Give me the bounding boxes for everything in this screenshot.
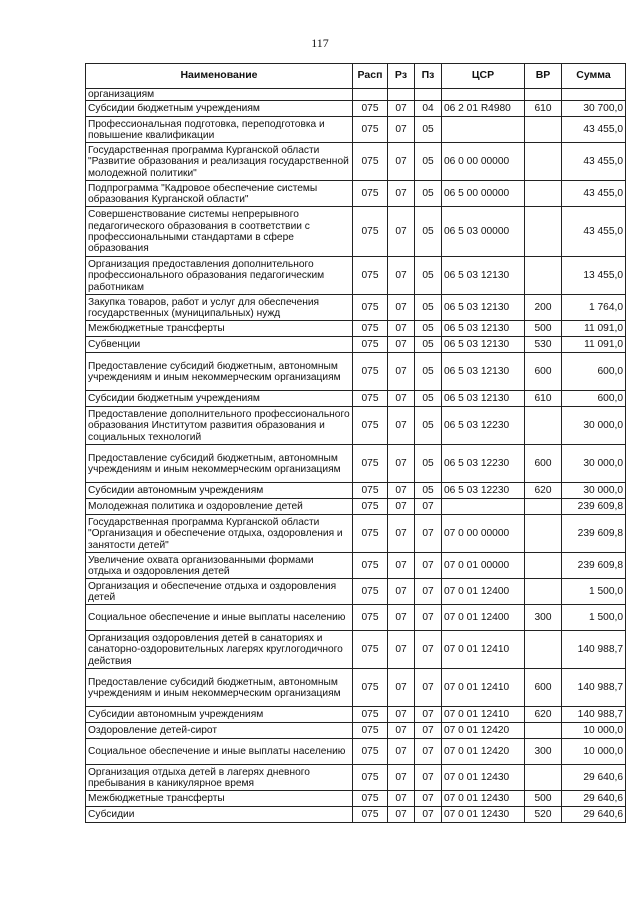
cell-vr [525,181,562,207]
cell-summa: 43 455,0 [562,181,626,207]
cell-rasp: 075 [353,407,388,445]
table-row [86,181,626,207]
cell-rasp: 075 [353,353,388,391]
header-pz: Пз [415,64,442,89]
cell-rz: 07 [388,391,415,407]
cell-summa: 13 455,0 [562,257,626,295]
cell-name: Организация отдыха детей в лагерях дневного пребывания в каникулярное время [86,765,353,791]
table-row [86,353,626,391]
cell-pz: 07 [415,515,442,553]
cell-csr: 07 0 01 12410 [442,631,525,669]
cell-csr: 06 5 03 00000 [442,207,525,257]
cell-pz: 07 [415,605,442,631]
cell-rasp: 075 [353,321,388,337]
cell-vr: 620 [525,483,562,499]
cell-rz: 07 [388,765,415,791]
cell-pz: 05 [415,321,442,337]
cell-pz: 07 [415,739,442,765]
cell-vr: 530 [525,337,562,353]
table-row [86,445,626,483]
cell-rz: 07 [388,337,415,353]
table-row [86,407,626,445]
cell-rz: 07 [388,579,415,605]
cell-csr: 06 5 03 12130 [442,337,525,353]
cell-csr: 06 5 00 00000 [442,181,525,207]
cell-csr: 07 0 01 12420 [442,739,525,765]
cell-pz: 04 [415,101,442,117]
page-number: 117 [311,36,329,50]
table-row [86,295,626,321]
table-row [86,207,626,257]
table-row [86,337,626,353]
cell-rasp: 075 [353,807,388,823]
cell-name: Предоставление дополнительного профессионального образования Институтом развития образования и социальных технологий [86,407,353,445]
cell-vr: 600 [525,353,562,391]
cell-rz: 07 [388,807,415,823]
table-row [86,499,626,515]
cell-csr: 06 5 03 12130 [442,321,525,337]
header-rasp: Расп [353,64,388,89]
cell-rasp: 075 [353,257,388,295]
cell-rasp: 075 [353,391,388,407]
cell-rasp: 075 [353,515,388,553]
cell-rasp: 075 [353,181,388,207]
cell-rasp: 075 [353,605,388,631]
cell-vr [525,117,562,143]
cell-name: Межбюджетные трансферты [86,321,353,337]
cell-pz: 07 [415,553,442,579]
cell-summa: 1 500,0 [562,579,626,605]
cell-csr: 06 5 03 12230 [442,407,525,445]
cell-rz: 07 [388,181,415,207]
cell-name: Субсидии автономным учреждениям [86,483,353,499]
cell-csr: 07 0 01 12410 [442,669,525,707]
cell-summa: 11 091,0 [562,321,626,337]
cell-vr: 520 [525,807,562,823]
table-row [86,579,626,605]
cell-vr [525,143,562,181]
cell-pz: 05 [415,391,442,407]
cell-pz: 07 [415,707,442,723]
cell-name: Субсидии автономным учреждениям [86,707,353,723]
cell-rasp: 075 [353,739,388,765]
cell-rasp: 075 [353,791,388,807]
cell-rasp: 075 [353,483,388,499]
cell-name: Субсидии бюджетным учреждениям [86,391,353,407]
cell-name: Субвенции [86,337,353,353]
cell-rasp: 075 [353,723,388,739]
cell-summa: 29 640,6 [562,807,626,823]
cell-csr: 07 0 01 12430 [442,791,525,807]
cell-rz: 07 [388,553,415,579]
cell-summa: 600,0 [562,353,626,391]
cell-rz: 07 [388,321,415,337]
cell-csr: 06 5 03 12130 [442,295,525,321]
header-name: Наименование [86,64,353,89]
cell-rasp: 075 [353,669,388,707]
cell-vr [525,765,562,791]
cell-pz: 05 [415,257,442,295]
table-row [86,553,626,579]
cell-rz: 07 [388,143,415,181]
table-row [86,723,626,739]
cell-name: Профессиональная подготовка, переподготовка и повышение квалификации [86,117,353,143]
cell-rz [388,89,415,101]
cell-pz: 07 [415,631,442,669]
cell-summa: 30 000,0 [562,407,626,445]
cell-rasp: 075 [353,707,388,723]
cell-pz: 07 [415,765,442,791]
cell-name: Закупка товаров, работ и услуг для обеспечения государственных (муниципальных) нужд [86,295,353,321]
cell-summa: 43 455,0 [562,207,626,257]
cell-summa: 43 455,0 [562,143,626,181]
cell-name: Организация и обеспечение отдыха и оздоровления детей [86,579,353,605]
cell-pz: 07 [415,579,442,605]
cell-name: Увеличение охвата организованными формами отдыха и оздоровления детей [86,553,353,579]
cell-summa: 239 609,8 [562,499,626,515]
cell-csr: 07 0 01 12410 [442,707,525,723]
cell-csr: 06 5 03 12130 [442,353,525,391]
cell-rasp: 075 [353,445,388,483]
cell-pz: 07 [415,669,442,707]
cell-name: Предоставление субсидий бюджетным, автономным учреждениям и иным некоммерческим организациям [86,353,353,391]
cell-csr: 06 2 01 R4980 [442,101,525,117]
header-vr: ВР [525,64,562,89]
cell-rz: 07 [388,295,415,321]
cell-summa: 10 000,0 [562,723,626,739]
table-row [86,101,626,117]
cell-summa: 29 640,6 [562,765,626,791]
cell-rz: 07 [388,483,415,499]
cell-csr: 07 0 01 00000 [442,553,525,579]
cell-csr: 06 5 03 12130 [442,391,525,407]
cell-name: Межбюджетные трансферты [86,791,353,807]
cell-csr [442,117,525,143]
cell-pz: 07 [415,807,442,823]
cell-summa: 1 500,0 [562,605,626,631]
cell-name: Социальное обеспечение и иные выплаты населению [86,605,353,631]
cell-rasp: 075 [353,579,388,605]
cell-csr: 06 5 03 12130 [442,257,525,295]
cell-summa: 11 091,0 [562,337,626,353]
cell-pz: 07 [415,791,442,807]
cell-csr: 07 0 01 12400 [442,579,525,605]
cell-pz: 05 [415,295,442,321]
header-rz: Рз [388,64,415,89]
table-row [86,707,626,723]
cell-name: Подпрограмма "Кадровое обеспечение системы образования Курганской области" [86,181,353,207]
cell-summa: 239 609,8 [562,515,626,553]
table-row [86,391,626,407]
cell-rasp: 075 [353,765,388,791]
cell-pz: 07 [415,499,442,515]
cell-summa: 29 640,6 [562,791,626,807]
cell-name: Предоставление субсидий бюджетным, автономным учреждениям и иным некоммерческим организациям [86,669,353,707]
cell-pz: 05 [415,181,442,207]
cell-rz: 07 [388,631,415,669]
cell-rz: 07 [388,207,415,257]
cell-vr [525,723,562,739]
cell-rz: 07 [388,707,415,723]
cell-rz: 07 [388,499,415,515]
table-row [86,483,626,499]
cell-rasp: 075 [353,499,388,515]
cell-vr [525,515,562,553]
cell-summa: 30 000,0 [562,483,626,499]
cell-name: Предоставление субсидий бюджетным, автономным учреждениям и иным некоммерческим организациям [86,445,353,483]
cell-rasp: 075 [353,337,388,353]
table-row [86,739,626,765]
cell-summa: 10 000,0 [562,739,626,765]
cell-rz: 07 [388,739,415,765]
cell-rz: 07 [388,101,415,117]
cell-vr: 200 [525,295,562,321]
cell-pz: 05 [415,207,442,257]
cell-pz: 05 [415,407,442,445]
cell-name: Совершенствование системы непрерывного педагогического образования в соответствии с профессиональными стандартами в сфере образования [86,207,353,257]
cell-vr [525,499,562,515]
cell-rz: 07 [388,353,415,391]
cell-rz: 07 [388,605,415,631]
cell-rz: 07 [388,117,415,143]
header-csr: ЦСР [442,64,525,89]
table-row [86,515,626,553]
cell-summa: 239 609,8 [562,553,626,579]
cell-rz: 07 [388,407,415,445]
budget-table [85,63,626,823]
cell-vr: 300 [525,739,562,765]
cell-pz [415,89,442,101]
cell-summa: 140 988,7 [562,669,626,707]
cell-pz: 05 [415,143,442,181]
cell-rasp: 075 [353,295,388,321]
cell-vr: 620 [525,707,562,723]
cell-pz: 05 [415,445,442,483]
cell-rasp: 075 [353,101,388,117]
cell-summa: 30 000,0 [562,445,626,483]
cell-name: Государственная программа Курганской области "Организация и обеспечение отдыха, оздоровления и занятости детей" [86,515,353,553]
cell-name: Организация предоставления дополнительного профессионального образования педагогическим работникам [86,257,353,295]
cell-rasp: 075 [353,553,388,579]
cell-pz: 05 [415,483,442,499]
cell-summa: 43 455,0 [562,117,626,143]
cell-vr [525,89,562,101]
cell-csr: 07 0 01 12430 [442,765,525,791]
header-summa: Сумма [562,64,626,89]
cell-csr: 07 0 00 00000 [442,515,525,553]
cell-rz: 07 [388,791,415,807]
cell-pz: 05 [415,353,442,391]
table-row [86,669,626,707]
cell-name: Организация оздоровления детей в санаториях и санаторно-оздоровительных лагерях круглогодичного действия [86,631,353,669]
cell-name: Субсидии бюджетным учреждениям [86,101,353,117]
cell-vr: 600 [525,669,562,707]
cell-name: Социальное обеспечение и иные выплаты населению [86,739,353,765]
cell-csr: 07 0 01 12400 [442,605,525,631]
table-row [86,605,626,631]
cell-rz: 07 [388,669,415,707]
table-row [86,117,626,143]
cell-summa [562,89,626,101]
table-row [86,765,626,791]
cell-csr: 06 0 00 00000 [442,143,525,181]
cell-vr [525,257,562,295]
cell-name: Оздоровление детей-сирот [86,723,353,739]
cell-summa: 30 700,0 [562,101,626,117]
cell-vr [525,553,562,579]
table-row [86,791,626,807]
cell-vr: 600 [525,445,562,483]
cell-rz: 07 [388,257,415,295]
cell-vr: 610 [525,101,562,117]
cell-name: организациям [86,89,353,101]
cell-rz: 07 [388,515,415,553]
cell-vr [525,631,562,669]
cell-pz: 05 [415,117,442,143]
cell-vr: 610 [525,391,562,407]
cell-vr: 500 [525,791,562,807]
cell-rz: 07 [388,445,415,483]
cell-pz: 07 [415,723,442,739]
cell-name: Субсидии [86,807,353,823]
cell-vr [525,207,562,257]
cell-rasp: 075 [353,207,388,257]
table-row [86,321,626,337]
cell-name: Молодежная политика и оздоровление детей [86,499,353,515]
cell-rasp: 075 [353,117,388,143]
cell-csr: 06 5 03 12230 [442,445,525,483]
cell-vr [525,407,562,445]
cell-csr [442,89,525,101]
table-header-row [86,64,626,89]
cell-name: Государственная программа Курганской области "Развитие образования и реализация государственной молодежной политики" [86,143,353,181]
cell-summa: 140 988,7 [562,707,626,723]
cell-pz: 05 [415,337,442,353]
table-row [86,257,626,295]
cell-rasp: 075 [353,631,388,669]
cell-vr: 300 [525,605,562,631]
table-row [86,807,626,823]
table-row [86,631,626,669]
cell-summa: 600,0 [562,391,626,407]
cell-csr: 07 0 01 12430 [442,807,525,823]
table-row [86,89,626,101]
cell-summa: 1 764,0 [562,295,626,321]
cell-vr: 500 [525,321,562,337]
table-body [86,89,626,823]
table-row [86,143,626,181]
cell-csr: 07 0 01 12420 [442,723,525,739]
cell-rasp [353,89,388,101]
cell-rz: 07 [388,723,415,739]
cell-summa: 140 988,7 [562,631,626,669]
cell-csr [442,499,525,515]
cell-vr [525,579,562,605]
cell-rasp: 075 [353,143,388,181]
cell-csr: 06 5 03 12230 [442,483,525,499]
